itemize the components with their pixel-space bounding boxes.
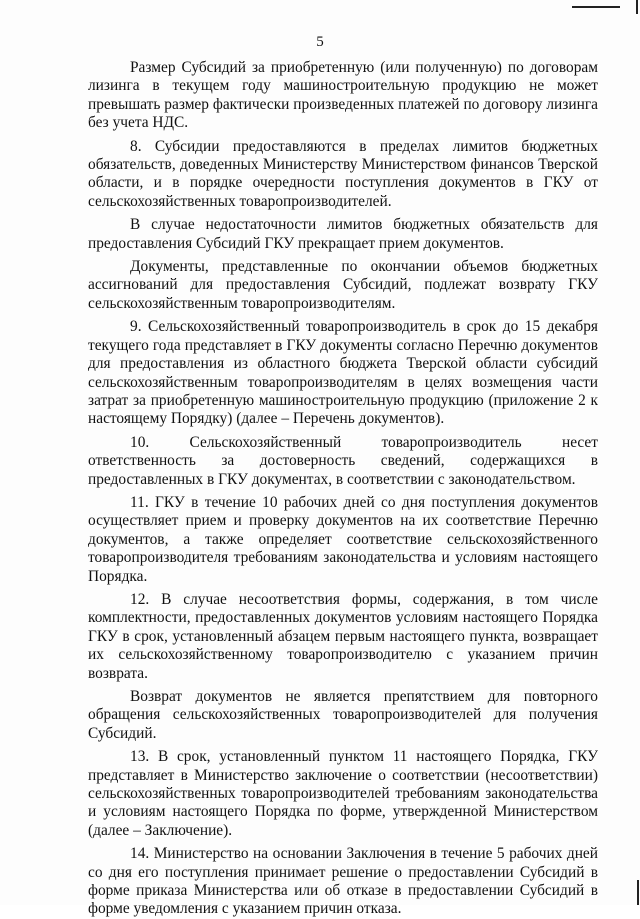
paragraph-return-not-obstacle: Возврат документов не является препятствием для повторного обращения сельскохозяйственных товаропроизводителей для получения Субсидий. (88, 688, 598, 742)
scan-mark-right-top (636, 0, 638, 14)
page-number: 5 (316, 34, 324, 50)
paragraph-14: 14. Министерство на основании Заключения в течение 5 рабочих дней со дня его поступления принимает решение о предоставлении Субсидий в форме приказа Министерства или об отказе в предоставлении Субсидий в форме уведомления с указанием причин отказа. (88, 845, 598, 918)
paragraph-10: 10. Сельскохозяйственный товаропроизводитель несет ответственность за достоверность сведений, содержащихся в предоставленных в ГКУ документах, в соответствии с законодательством. (88, 433, 598, 488)
paragraph-limits-insufficient: В случае недостаточности лимитов бюджетных обязательств для предоставления Субсидий ГКУ прекращает прием документов. (88, 216, 598, 252)
document-body (88, 59, 598, 919)
paragraph-documents-return: Документы, представленные по окончании объемов бюджетных ассигнований для предоставления Субсидий, подлежат возврату ГКУ сельскохозяйственным товаропроизводителям. (88, 258, 598, 312)
paragraph-12: 12. В случае несоответствия формы, содержания, в том числе комплектности, предоставленных документов условиям настоящего Порядка ГКУ в срок, установленный абзацем первым настоящего пункта, возвращает их сельскохозяйственному товаропроизводителю с указанием причин возврата. (88, 590, 598, 682)
paragraph-11: 11. ГКУ в течение 10 рабочих дней со дня поступления документов осуществляет прием и проверку документов на их соответствие Перечню документов, а также определяет соответствие сельскохозяйственного товаропроизводителя требованиям законодательства и условиям настоящего Порядка. (88, 493, 598, 585)
paragraph-subsidy-size: Размер Субсидий за приобретенную (или полученную) по договорам лизинга в текущем году машиностроительную продукцию не может превышать размер фактически произведенных платежей по договору лизинга без учета НДС. (88, 59, 598, 132)
paragraph-13: 13. В срок, установленный пунктом 11 настоящего Порядка, ГКУ представляет в Министерство заключение о соответствии (несоответствии) сельскохозяйственных товаропроизводителей требованиям законодательства и условиям настоящего Порядка по форме, утвержденной Министерством (далее – Заключение). (88, 748, 598, 839)
scan-mark-top (572, 6, 620, 8)
paragraph-9: 9. Сельскохозяйственный товаропроизводитель в срок до 15 декабря текущего года представляет в ГКУ документы согласно Перечню документов для предоставления из областного бюджета Тверской области субсидий сельскохозяйственным товаропроизводителям в целях возмещения части затрат за приобретенную машиностроительную продукцию (приложение 2 к настоящему Порядку) (далее – Перечень документов). (88, 318, 598, 428)
scan-mark-right-bottom (637, 880, 639, 905)
paragraph-8: 8. Субсидии предоставляются в пределах лимитов бюджетных обязательств, доведенных Министерству Министерством финансов Тверской области, и в порядке очередности поступления документов в ГКУ от сельскохозяйственных товаропроизводителей. (88, 137, 598, 210)
